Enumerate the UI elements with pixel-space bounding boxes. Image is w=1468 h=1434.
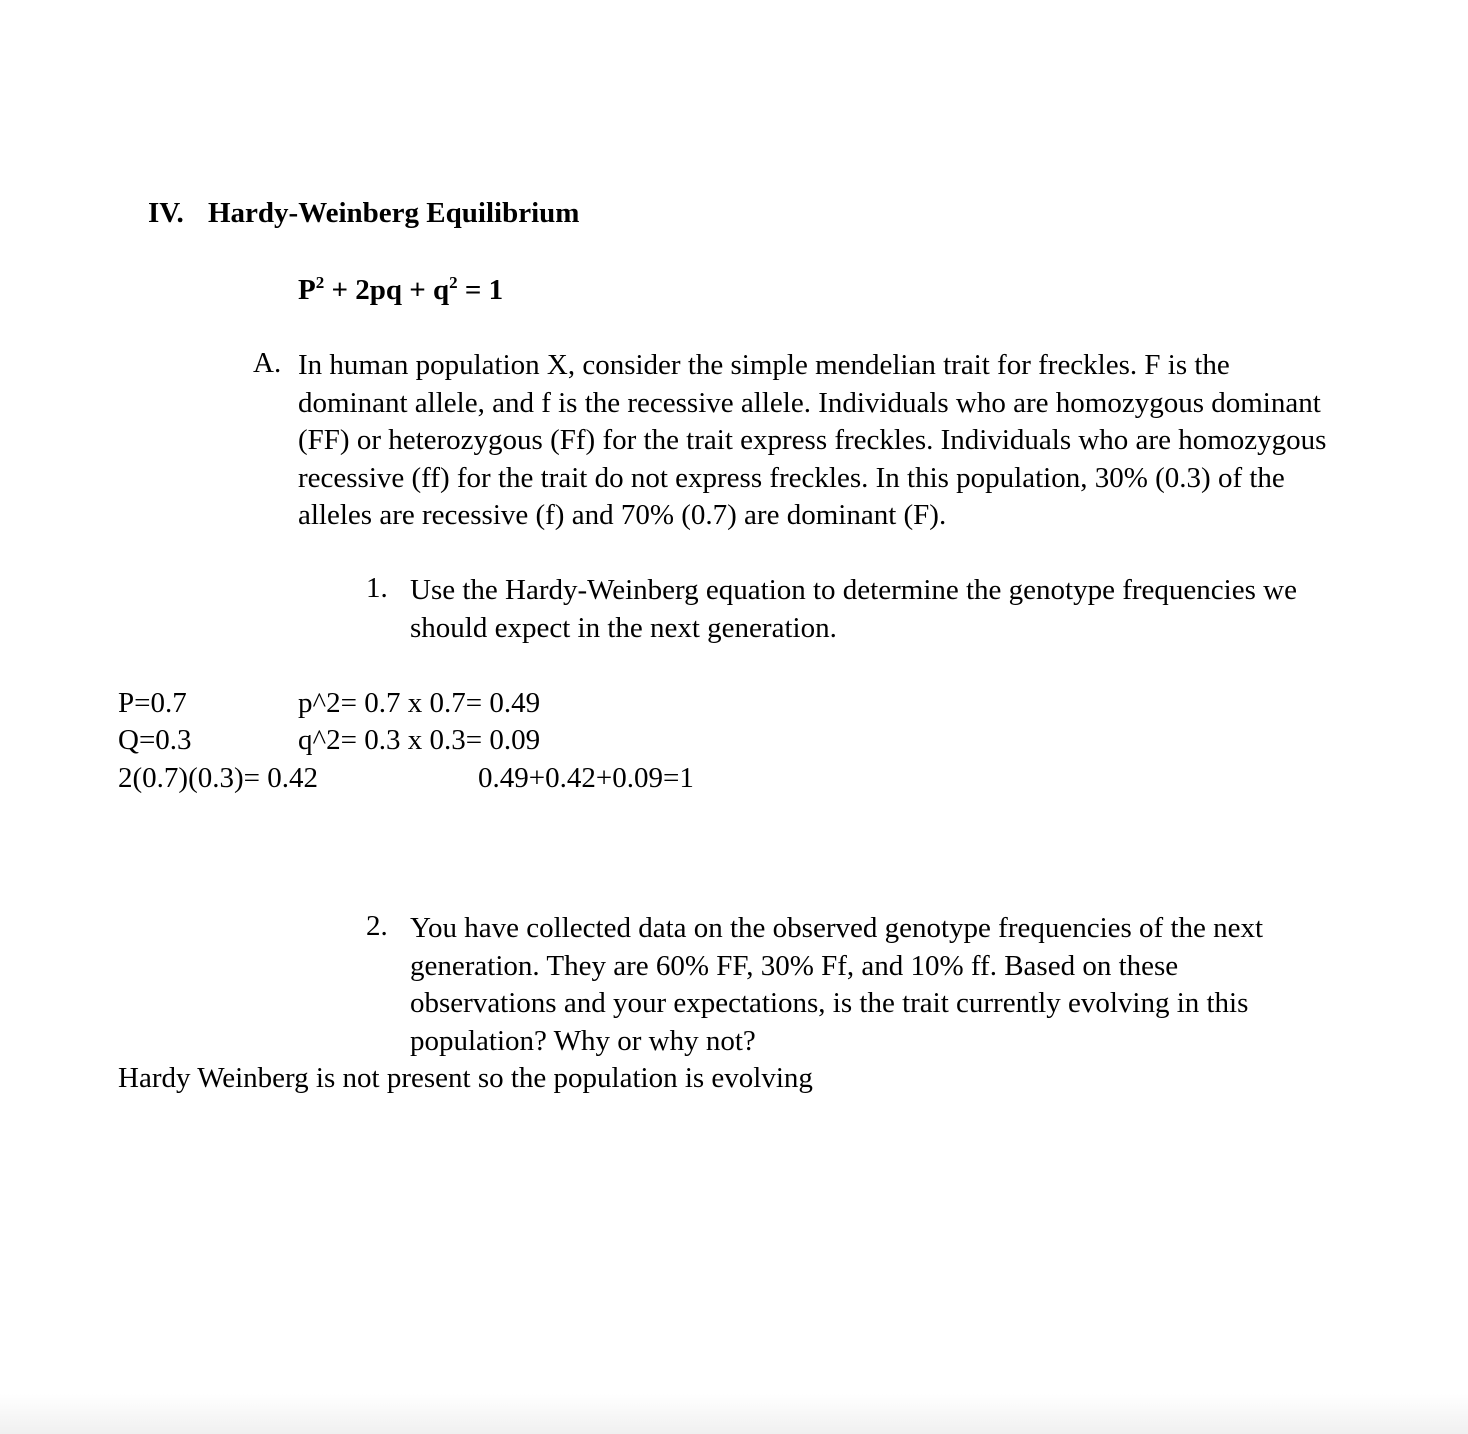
- question-2-line: observations and your expectations, is the trait currently evolving in this: [410, 987, 1249, 1019]
- formula-q-exponent: 2: [449, 273, 458, 292]
- answer-p-squared: p^2= 0.7 x 0.7= 0.49: [298, 687, 541, 719]
- answer-2-text: Hardy Weinberg is not present so the population is evolving: [118, 1062, 813, 1094]
- question-1-text: [410, 572, 1297, 647]
- answer-q-value: Q=0.3: [118, 724, 192, 756]
- formula-middle: + 2pq + q: [324, 274, 450, 306]
- question-a-text: [298, 347, 1326, 535]
- formula-rhs: = 1: [457, 274, 504, 306]
- question-2-line: population? Why or why not?: [410, 1024, 756, 1057]
- question-a-line: In human population X, consider the simple mendelian trait for freckles. F is the: [298, 349, 1230, 381]
- answer-p-value: P=0.7: [118, 687, 187, 719]
- question-a-marker: A.: [253, 347, 282, 379]
- answer-q-squared: q^2= 0.3 x 0.3= 0.09: [298, 724, 541, 756]
- question-2-line: You have collected data on the observed genotype frequencies of the next: [410, 912, 1264, 944]
- question-2-marker: 2.: [366, 910, 388, 942]
- question-1-line: should expect in the next generation.: [410, 611, 837, 644]
- question-a-line: (FF) or heterozygous (Ff) for the trait express freckles. Individuals who are homozygous: [298, 424, 1327, 456]
- question-2-line: generation. They are 60% FF, 30% Ff, and 10% ff. Based on these: [410, 949, 1179, 982]
- section-number: IV.: [148, 197, 184, 229]
- question-1-line: Use the Hardy-Weinberg equation to determine the genotype frequencies we: [410, 574, 1297, 606]
- hardy-weinberg-formula: [298, 273, 503, 307]
- formula-p: P: [298, 274, 316, 306]
- question-2-text: [410, 910, 1263, 1060]
- answer-two-pq: 2(0.7)(0.3)= 0.42: [118, 762, 318, 794]
- question-a-line: dominant allele, and f is the recessive allele. Individuals who are homozygous dominant: [298, 386, 1321, 419]
- question-a-line: alleles are recessive (f) and 70% (0.7) are dominant (F).: [298, 499, 947, 531]
- question-a-line: recessive (ff) for the trait do not express freckles. In this population, 30% (0.3) of the: [298, 461, 1285, 494]
- section-title: Hardy-Weinberg Equilibrium: [208, 197, 580, 229]
- formula-p-exponent: 2: [315, 273, 325, 292]
- section-heading: [148, 197, 579, 230]
- answer-sum: 0.49+0.42+0.09=1: [478, 762, 694, 794]
- question-1-marker: 1.: [366, 572, 388, 604]
- page-bottom-shadow: [0, 1394, 1468, 1434]
